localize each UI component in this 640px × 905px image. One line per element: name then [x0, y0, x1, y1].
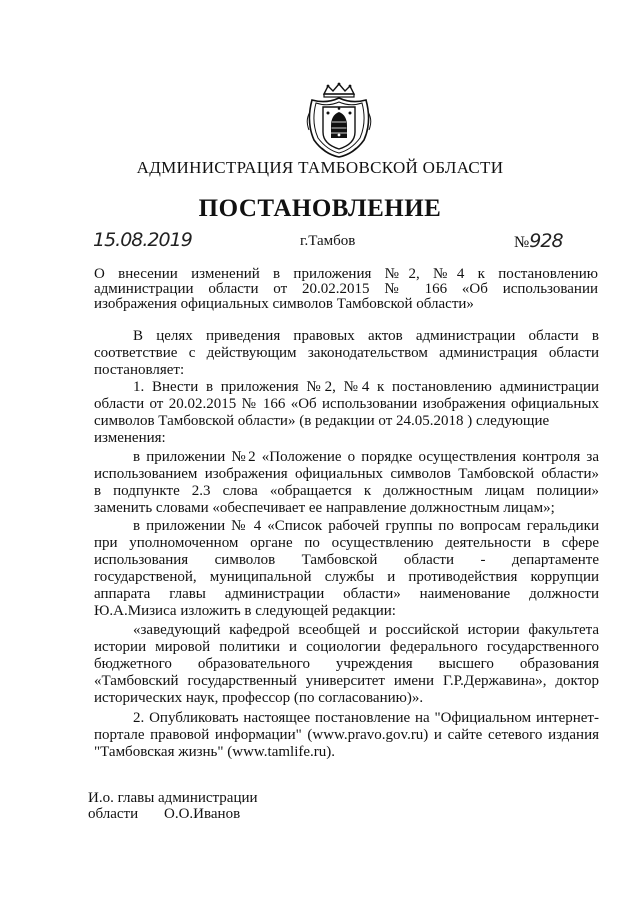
subject-line: О внесении изменений в приложения №2, №4 к постановлению	[94, 266, 598, 282]
body-line: 2. Опубликовать настоящее постановление на "Официальном интернет-	[133, 710, 599, 726]
body-line: в приложении №2 «Положение о порядке осуществления контроля за	[133, 449, 599, 465]
body-line: при уполномоченном органе по осуществлению деятельности в сфере	[94, 535, 599, 551]
body-line: «заведующий кафедрой всеобщей и российской истории факультета	[133, 622, 599, 638]
body-line: в приложении № 4 «Список рабочей группы по вопросам геральдики	[133, 518, 599, 534]
body-line: постановляет:	[94, 362, 185, 378]
organization-title: АДМИНИСТРАЦИЯ ТАМБОВСКОЙ ОБЛАСТИ	[136, 158, 504, 177]
body-line: государственой, муниципальной службы и противодействия коррупции	[94, 569, 599, 585]
body-line: исторических наук, профессор (по согласованию)».	[94, 690, 424, 706]
body-line: "Тамбовская жизнь" (www.tamlife.ru).	[94, 744, 336, 760]
subject-line: изображения официальных символов Тамбовской области»	[94, 296, 474, 312]
signatory-name: О.О.Иванов	[164, 806, 241, 822]
body-line: заменить словами «обеспечивает ее направление должностным лицам»;	[94, 500, 555, 516]
number-prefix: №	[514, 234, 530, 251]
body-line: изменения:	[94, 430, 166, 446]
signatory-position-line2: области	[88, 806, 139, 822]
body-line: бюджетного образовательного учреждения высшего образования	[94, 656, 599, 672]
subject-line: администрации области от 20.02.2015 № 166 «Об использовании	[94, 281, 598, 297]
body-line: 1. Внести в приложения №2, №4 к постановлению администрации	[133, 379, 599, 395]
body-line: портале правовой информации" (www.pravo.gov.ru) и сайте сетевого издания	[94, 727, 599, 743]
city-name: г.Тамбов	[300, 233, 356, 249]
body-line: Ю.А.Мизиса изложить в следующей редакции:	[94, 603, 396, 619]
body-line: соответствие с действующим законодательством администрация области	[94, 345, 599, 361]
body-line: В целях приведения правовых актов администрации области в	[133, 328, 599, 344]
signatory-position: И.о. главы администрации	[88, 790, 258, 806]
body-line: использования символов Тамбовской области - департаменте	[94, 552, 599, 568]
body-line: области от 20.02.2015 № 166 «Об использовании изображения официальных	[94, 396, 599, 412]
body-line: символов Тамбовской области» (в редакции от 24.05.2018 ) следующие	[94, 413, 550, 429]
handwritten-date: 15.08.2019	[93, 229, 192, 251]
document-number	[514, 230, 563, 252]
document-type-title: ПОСТАНОВЛЕНИЕ	[198, 195, 442, 222]
handwritten-number: 928	[529, 230, 563, 252]
body-line: «Тамбовский государственный университет имени Г.Р.Державина», доктор	[94, 673, 599, 689]
coat-of-arms-emblem	[302, 82, 376, 158]
body-line: истории мировой политики и социологии федерального государственного	[94, 639, 599, 655]
body-line: использованием изображения официальных символов Тамбовской области»	[94, 466, 599, 482]
body-line: аппарата главы администрации области» наименование должности	[94, 586, 599, 602]
body-line: в подпункте 2.3 слова «обращается к должностным лицам полиции»	[94, 483, 599, 499]
